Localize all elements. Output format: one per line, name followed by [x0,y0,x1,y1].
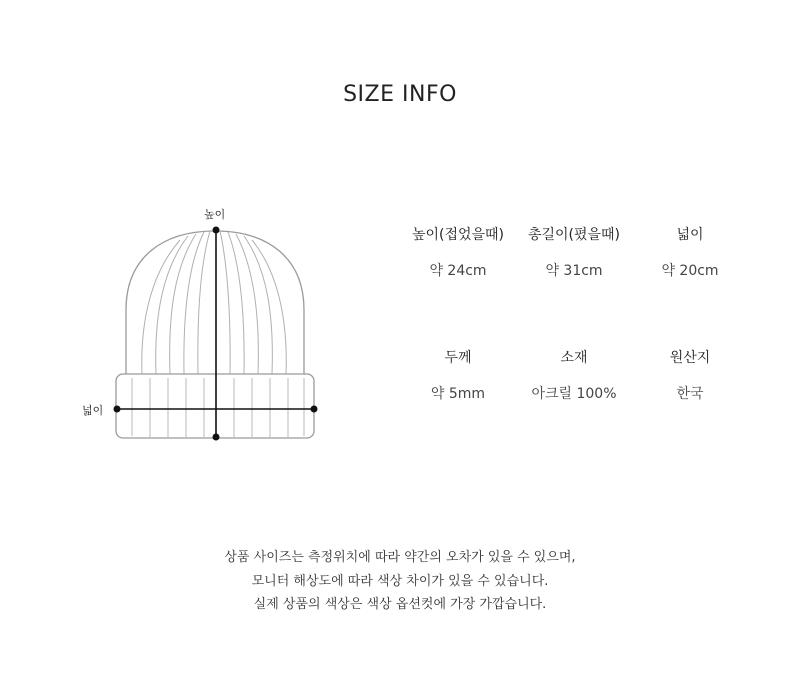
spec-label: 넓이 [676,227,704,243]
page-title: SIZE INFO [343,82,457,107]
spec-value: 한국 [676,386,704,402]
spec-total-length [516,224,632,347]
spec-value: 약 31cm [545,263,603,279]
height-measure-top-dot [213,227,220,234]
spec-value: 약 24cm [429,263,487,279]
spec-value: 약 5mm [430,386,486,402]
note-line: 모니터 해상도에 따라 색상 차이가 있을 수 있습니다. [251,573,549,589]
beanie-illustration [70,200,350,460]
crown-ribs [142,231,286,374]
spec-row [400,347,750,470]
spec-row [400,224,750,347]
spec-value: 아크릴 100% [531,386,617,402]
spec-width [632,224,748,347]
note-line: 상품 사이즈는 측정위치에 따라 약간의 오차가 있을 수 있으며, [224,550,576,565]
spec-value: 약 20cm [661,263,719,279]
spec-label: 높이(접었을때) [411,227,505,243]
spec-table [400,224,750,470]
height-dimension-label: 높이 [204,208,226,221]
beanie-diagram [70,200,350,460]
spec-height-folded [400,224,516,347]
spec-label: 총길이(폈을때) [527,227,621,243]
spec-material [516,347,632,470]
spec-label: 소재 [560,350,588,366]
size-notes [0,546,800,617]
beanie-crown-outline [126,231,304,374]
width-measure-right-dot [311,406,318,413]
height-measure-bottom-dot [213,434,220,441]
width-measure-left-dot [114,406,121,413]
spec-label: 두께 [444,350,472,366]
spec-label: 원산지 [669,350,711,366]
width-dimension-label: 넓이 [82,404,104,417]
spec-origin [632,347,748,470]
spec-thickness [400,347,516,470]
note-line: 실제 상품의 색상은 색상 옵션컷에 가장 가깝습니다. [253,597,547,612]
beanie-cuff-outline [116,374,314,438]
